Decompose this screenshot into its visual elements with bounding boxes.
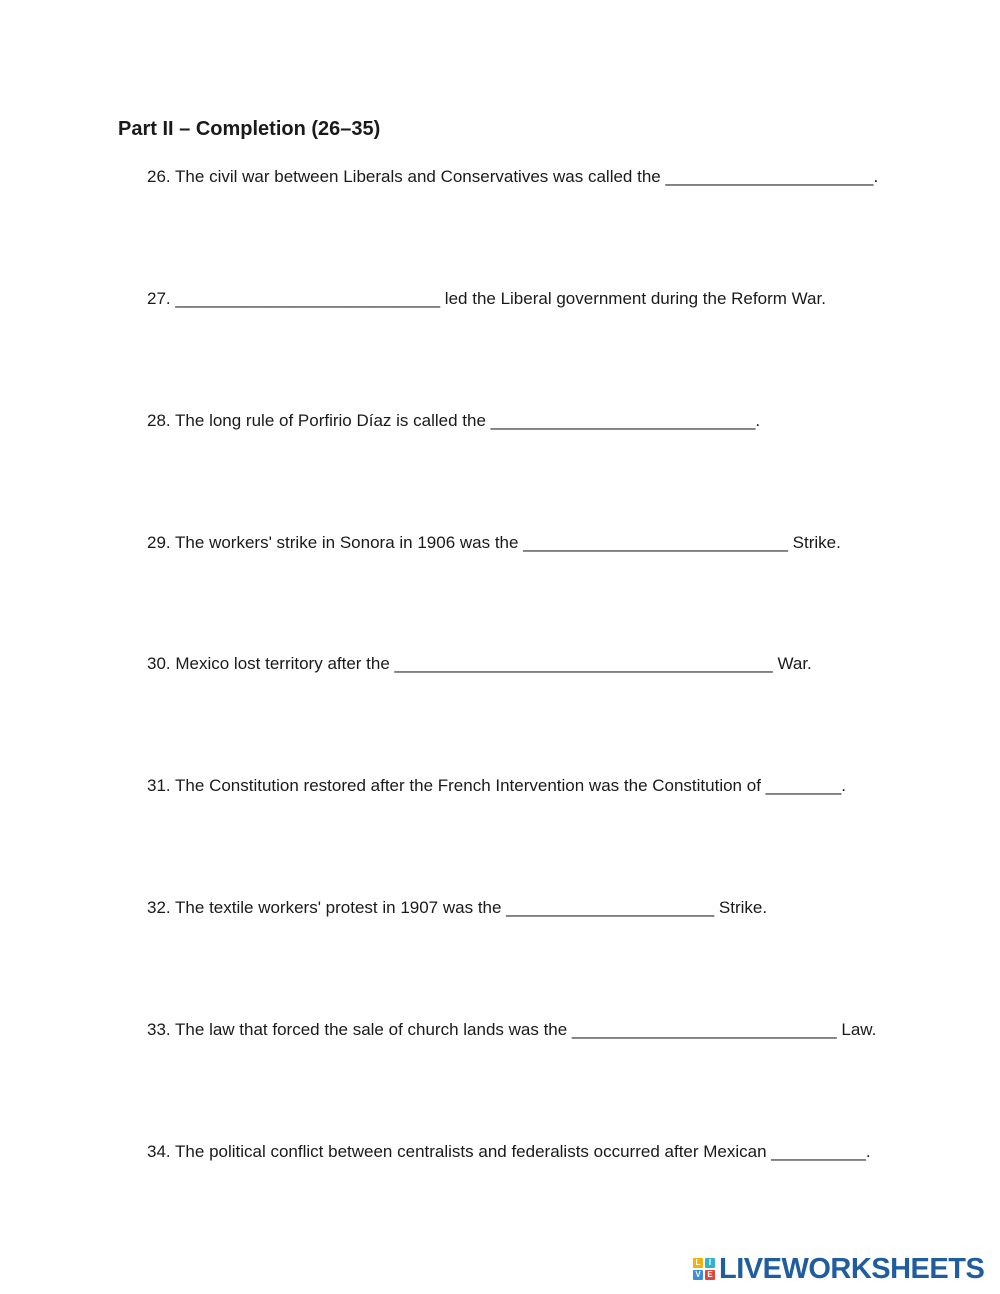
logo-mark-letter-e: E [705,1270,715,1280]
logo-mark-icon [693,1258,715,1280]
logo-mark-letter-i: I [705,1258,715,1268]
section-title: Part II – Completion (26–35) [118,118,381,140]
question-28: 28. The long rule of Porfirio Díaz is called the ____________________________. [147,411,761,430]
logo-mark-letter-l: L [693,1258,703,1268]
question-34: 34. The political conflict between centralists and federalists occurred after Mexican __________. [147,1142,871,1161]
question-31: 31. The Constitution restored after the French Intervention was the Constitution of ________. [147,776,847,795]
logo-mark-letter-v: V [693,1270,703,1280]
logo-text: LIVEWORKSHEETS [719,1252,985,1285]
liveworksheets-logo [693,1252,985,1285]
question-30: 30. Mexico lost territory after the ________________________________________ War. [147,654,812,673]
question-26: 26. The civil war between Liberals and Conservatives was called the ______________________. [147,167,879,186]
question-33: 33. The law that forced the sale of church lands was the ____________________________ Law. [147,1020,877,1039]
question-29: 29. The workers' strike in Sonora in 1906 was the ____________________________ Strike. [147,533,841,552]
question-27: 27. ____________________________ led the Liberal government during the Reform War. [147,289,826,308]
question-32: 32. The textile workers' protest in 1907 was the ______________________ Strike. [147,898,768,917]
